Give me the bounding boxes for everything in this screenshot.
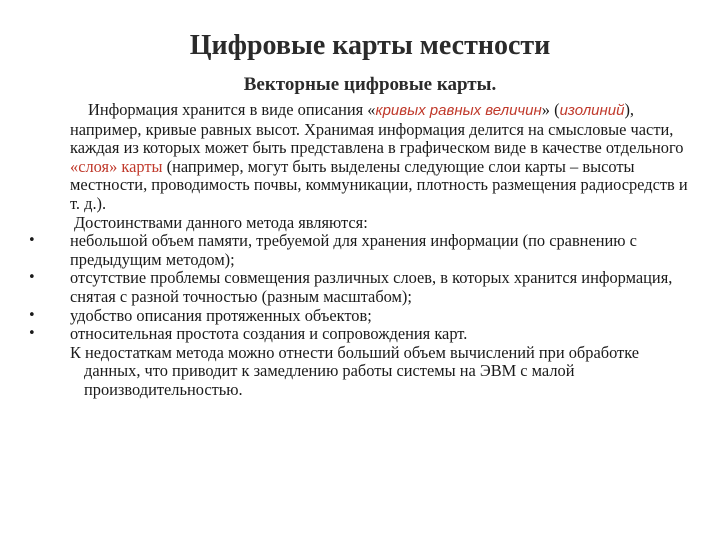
- bullet-icon: •: [28, 233, 36, 249]
- slide-subtitle: Векторные цифровые карты.: [243, 74, 497, 95]
- highlight-isolines: изолиний: [559, 102, 625, 119]
- intro-text-7: (например, могут быть выделены следующие слои карты – высоты местности, проводимость почвы, коммуникации, плотность размещения радиосредств и т. д.).: [70, 156, 688, 213]
- intro-text-1: Информация хранится в виде описания «: [88, 100, 376, 119]
- advantage-text: относительная простота создания и сопровождения карт.: [70, 324, 468, 344]
- intro-text-5: ), например, кривые равных высот. Хранимая информация делится на смысловые части, каждая из которых может быть представлена в графическом виде в качестве отдельного: [70, 100, 684, 158]
- advantages-heading: Достоинствами данного метода являются:: [74, 212, 368, 232]
- highlight-curves: кривых равных величин: [375, 102, 542, 119]
- list-item: [28, 305, 690, 326]
- advantage-text: отсутствие проблемы совмещения различных слоев, в которых хранится информация, снятая с разной точностью (разным масштабом);: [70, 268, 673, 306]
- advantage-text: удобство описания протяженных объектов;: [70, 305, 372, 325]
- intro-text-3: » (: [541, 100, 560, 119]
- highlight-layer: «слоя» карты: [70, 156, 163, 176]
- advantages-list: [28, 231, 690, 344]
- disadvantages-paragraph: К недостаткам метода можно отнести больший объем вычислений при обработке данных, что приводит к замедлению работы системы на ЭВМ с малой производительностью.: [70, 342, 640, 399]
- bullet-icon: •: [28, 270, 36, 286]
- list-item: [28, 324, 690, 344]
- slide-title: Цифровые карты местности: [189, 30, 551, 61]
- list-item: [28, 231, 690, 269]
- bullet-icon: •: [28, 307, 36, 323]
- slide-body: [28, 100, 690, 400]
- advantage-text: небольшой объем памяти, требуемой для хранения информации (по сравнению с предыдущим методом);: [70, 231, 637, 269]
- intro-paragraph: [70, 101, 690, 214]
- list-item: [28, 268, 690, 306]
- bullet-icon: •: [28, 326, 36, 342]
